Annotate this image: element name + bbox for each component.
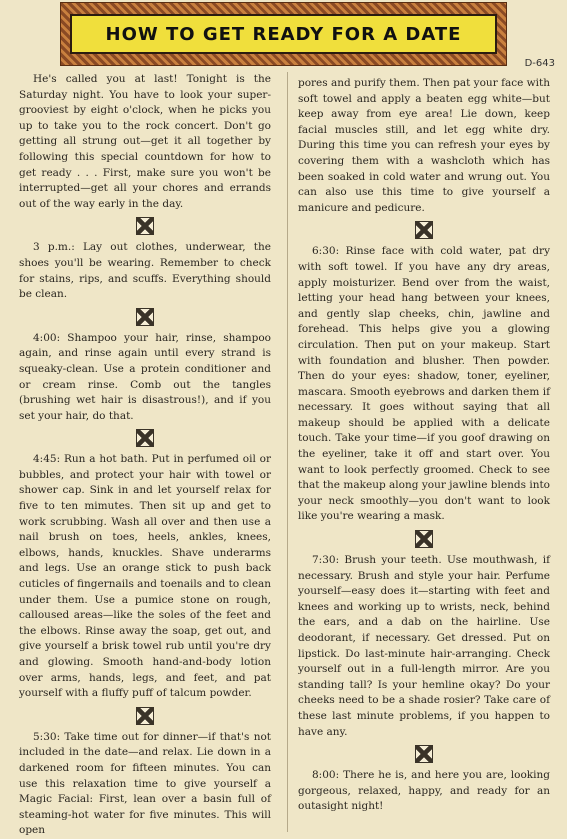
ornament-icon — [415, 530, 433, 548]
step-7-30: 7:30: Brush your teeth. Use mouthwash, if necessary. Brush and style your hair. Perfume yourself—easy does it—starting with feet and knees and working up to wrists, neck, behind the ears, and a dab on the hairline. Use deodorant, if necessary. Get dressed. Put on lipstick. Do last-minute hair-arranging. Check yourself out in a full-length mirror. Are you standing tall? Is your hemline okay? Do your cheeks need to be a shade rosier? Take care of these last minute problems, if you happen to have any. — [298, 554, 550, 738]
page-code: D-643 — [524, 58, 555, 69]
left-column — [19, 72, 271, 839]
ornament-icon — [136, 429, 154, 447]
step-4-45: 4:45: Run a hot bath. Put in perfumed oil or bubbles, and protect your hair with towel or shower cap. Sink in and let yourself relax for five to ten mimutes. Then sit up and get to work scrubbing. Wash all over and then use a nail brush on toes, heels, ankles, knees, elbows, hands, knuckles. Shave underarms and legs. Use an orange stick to push back cuticles of fingernails and toenails and to clean under them. Use a pumice stone on rough, calloused areas—like the soles of the feet and the elbows. Rinse away the soap, get out, and give yourself a brisk towel rub until you're dry and glowing. Smooth hand-and-body lotion over arms, hands, legs, and feet, and pat yourself with a fluffy puff of talcum powder. — [19, 453, 271, 700]
title-banner — [60, 2, 507, 66]
ornament-icon — [415, 221, 433, 239]
step-3pm: 3 p.m.: Lay out clothes, underwear, the shoes you'll be wearing. Remember to check for stains, rips, and scuffs. Everything should be clean. — [19, 241, 271, 301]
right-column — [298, 76, 550, 815]
ornament-icon — [136, 707, 154, 725]
step-5-30: 5:30: Take time out for dinner—if that's not included in the date—and relax. Lie down in a darkened room for fifteen minutes. You can use this relaxation time to give yourself a Magic Facial: First, lean over a basin full of steaming-hot water for five minutes. This will open — [19, 730, 271, 837]
step-4-00: 4:00: Shampoo your hair, rinse, shampoo again, and rinse again until every strand is squeaky-clean. Use a protein conditioner and or cream rinse. Comb out the tangles (brushing wet hair is disastrous!), and if you set your hair, do that. — [19, 331, 271, 422]
ornament-icon — [415, 745, 433, 763]
ornament-icon — [136, 217, 154, 235]
step-8-00: 8:00: There he is, and here you are, looking gorgeous, relaxed, happy, and ready for an outasight night! — [298, 769, 550, 813]
page-title: HOW TO GET READY FOR A DATE — [105, 23, 462, 45]
step-6-30: 6:30: Rinse face with cold water, pat dry with soft towel. If you have any dry areas, apply moisturizer. Bend over from the waist, letting your head hang between your knees, and gently slap cheeks, chin, jawline and forehead. This helps give you a glowing circulation. Then put on your makeup. Start with foundation and blusher. Then powder. Then do your eyes: shadow, toner, eyeliner, mascara. Smooth eyebrows and darken them if necessary. It goes without saying that all makeup should be applied with a delicate touch. Take your time—if you goof drawing on the eyeliner, take it off and start over. You want to look perfectly groomed. Check to see that the makeup along your jawline blends into your neck smoothly—you don't want to look like you're wearing a mask. — [298, 245, 550, 523]
intro-paragraph: He's called you at last! Tonight is the Saturday night. You have to look your super-grooviest by eight o'clock, when he picks you up to take you to the rock concert. Don't go getting all strung out—get it all together by following this special countdown for how to get ready . . . First, make sure you won't be interrupted—get all your chores and errands out of the way early in the day. — [19, 73, 271, 210]
column-divider — [287, 72, 288, 832]
facial-continued: pores and purify them. Then pat your face with soft towel and apply a beaten egg white—but keep away from eye area! Lie down, keep facial muscles still, and let egg white dry. During this time you can refresh your eyes by covering them with a washcloth which has been soaked in cold water and wrung out. You can also use this time to give yourself a manicure and pedicure. — [298, 77, 550, 214]
title-panel — [70, 14, 497, 54]
ornament-icon — [136, 308, 154, 326]
